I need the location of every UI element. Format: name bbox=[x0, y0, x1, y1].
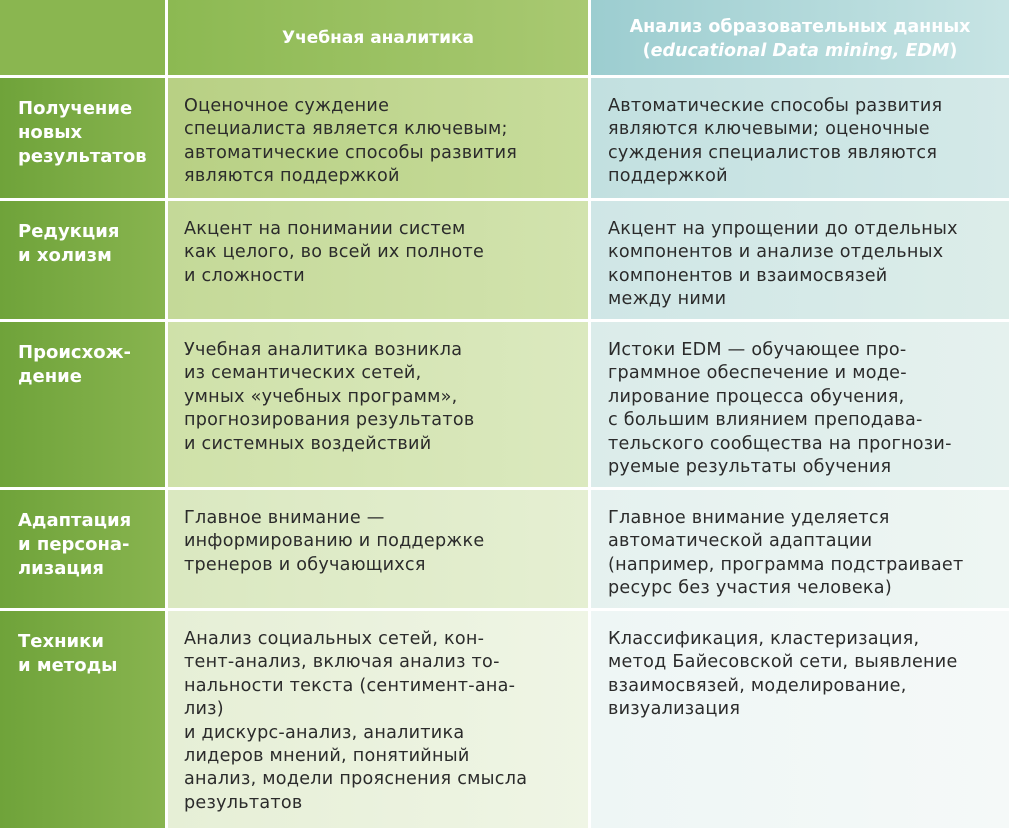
row-header-adaptation: Адаптация и персона- лизация bbox=[0, 490, 165, 608]
cell-edm-origin: Истоки EDM — обучающее про- граммное обеспечение и моде- лирование процесса обучения, с большим влиянием преподава- тельского сообщества на прогнози- руемые результаты обучения bbox=[591, 322, 1009, 487]
row-header-new-results: Получение новых результатов bbox=[0, 78, 165, 198]
cell-la-new-results: Оценочное суждение специалиста является ключевым; автоматические способы развития являются поддержкой bbox=[168, 78, 588, 198]
cell-edm-new-results: Автоматические способы развития являются ключевыми; оценочные суждения специалистов являются поддержкой bbox=[591, 78, 1009, 198]
row-header-techniques: Техники и методы bbox=[0, 611, 165, 828]
cell-la-reduction-holism: Акцент на понимании систем как целого, во всей их полноте и сложности bbox=[168, 201, 588, 319]
cell-la-adaptation: Главное внимание — информированию и поддержке тренеров и обучающихся bbox=[168, 490, 588, 608]
cell-la-techniques: Анализ социальных сетей, кон- тент-анализ, включая анализ то- нальности текста (сентимент-ана- лиз) и дискурс-анализ, аналитика лидеров мнений, понятийный анализ, модели прояснения смысла результатов bbox=[168, 611, 588, 828]
header-edm-line1: Анализ образовательных данных bbox=[629, 16, 971, 37]
cell-edm-techniques: Классификация, кластеризация, метод Байесовской сети, выявление взаимосвязей, моделирование, визуализация bbox=[591, 611, 1009, 828]
row-header-origin: Происхож- дение bbox=[0, 322, 165, 487]
header-learning-analytics bbox=[168, 0, 588, 75]
cell-edm-reduction-holism: Акцент на упрощении до отдельных компонентов и анализе отдельных компонентов и взаимосвязей между ними bbox=[591, 201, 1009, 319]
header-edm-italic: educational Data mining, EDM bbox=[650, 40, 950, 61]
header-educational-data-mining bbox=[591, 0, 1009, 75]
cell-la-origin: Учебная аналитика возникла из семантических сетей, умных «учебных программ», прогнозирования результатов и системных воздействий bbox=[168, 322, 588, 487]
header-edm-line2: (educational Data mining, EDM) bbox=[642, 40, 958, 61]
header-learning-analytics-text: Учебная аналитика bbox=[281, 27, 475, 48]
cell-edm-adaptation: Главное внимание уделяется автоматической адаптации (например, программа подстраивает ресурс без участия человека) bbox=[591, 490, 1009, 608]
header-corner-cell bbox=[0, 0, 165, 75]
row-header-reduction-holism: Редукция и холизм bbox=[0, 201, 165, 319]
